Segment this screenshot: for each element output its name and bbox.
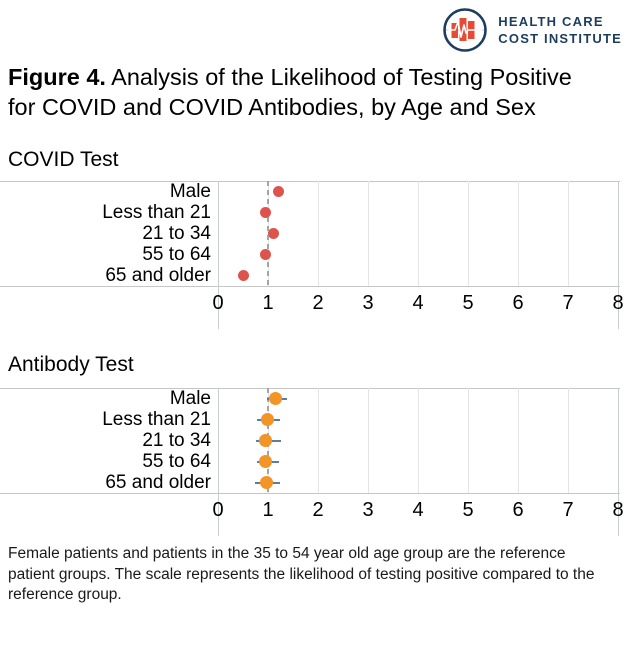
x-tick-label: 3 — [362, 292, 374, 314]
category-label: 21 to 34 — [142, 223, 211, 244]
x-axis-line — [0, 493, 620, 494]
x-tick-label: 5 — [462, 292, 474, 314]
category-label: 55 to 64 — [142, 451, 211, 472]
hcci-logo — [442, 7, 622, 53]
x-tick-label: 7 — [562, 292, 574, 314]
covid-test-dot-plot — [0, 181, 640, 331]
grid-line — [318, 181, 319, 286]
grid-line — [418, 388, 419, 493]
page-header — [0, 0, 640, 60]
footnote-text: Female patients and patients in the 35 to 54 year old age group are the reference patient groups. The scale represents the likelihood of testing positive compared to the reference group. — [8, 545, 595, 603]
grid-line — [518, 181, 519, 286]
category-label: 55 to 64 — [142, 244, 211, 265]
category-label: Male — [169, 388, 211, 409]
data-point-dot — [260, 249, 271, 260]
grid-line — [518, 388, 519, 493]
figure-title-text: Analysis of the Likelihood of Testing Positive for COVID and COVID Antibodies, by Age and Sex — [8, 64, 572, 120]
antibody-test-dot-plot — [0, 388, 640, 538]
data-point-dot — [261, 413, 274, 426]
grid-line — [568, 388, 569, 493]
figure-number-label: Figure 4. — [8, 64, 106, 90]
data-point-dot — [260, 207, 271, 218]
data-point-dot — [259, 455, 272, 468]
x-tick-label: 5 — [462, 499, 474, 521]
x-tick-label: 2 — [312, 499, 324, 521]
grid-line — [418, 181, 419, 286]
x-tick-label: 4 — [412, 499, 424, 521]
grid-line — [368, 181, 369, 286]
hcci-logo-line1: HEALTH CARE — [498, 14, 604, 29]
data-point-dot — [268, 228, 279, 239]
chart-title-antibody-test: Antibody Test — [8, 353, 134, 376]
x-tick-label: 2 — [312, 292, 324, 314]
data-point-dot — [259, 434, 272, 447]
x-axis-line — [0, 286, 620, 287]
category-label: Less than 21 — [102, 202, 211, 223]
x-tick-label: 4 — [412, 292, 424, 314]
category-label: 65 and older — [105, 472, 211, 493]
category-label: 21 to 34 — [142, 430, 211, 451]
x-tick-label: 7 — [562, 499, 574, 521]
x-tick-label: 0 — [212, 292, 224, 314]
hcci-logo-text — [498, 13, 622, 47]
x-tick-label: 1 — [262, 292, 274, 314]
data-point-dot — [238, 270, 249, 281]
data-point-dot — [269, 392, 282, 405]
hcci-logo-line2: COST INSTITUTE — [498, 31, 622, 46]
x-tick-label: 8 — [612, 292, 624, 314]
x-tick-label: 8 — [612, 499, 624, 521]
grid-line — [468, 181, 469, 286]
grid-line — [568, 181, 569, 286]
x-tick-label: 3 — [362, 499, 374, 521]
category-label: 65 and older — [105, 265, 211, 286]
x-tick-label: 1 — [262, 499, 274, 521]
category-label: Male — [169, 181, 211, 202]
chart-title-covid-test: COVID Test — [8, 148, 119, 171]
grid-line — [318, 388, 319, 493]
data-point-dot — [273, 186, 284, 197]
hcci-logo-mark-icon — [442, 7, 488, 53]
x-tick-label: 6 — [512, 292, 524, 314]
x-tick-label: 6 — [512, 499, 524, 521]
data-point-dot — [260, 476, 273, 489]
grid-line — [368, 388, 369, 493]
x-tick-label: 0 — [212, 499, 224, 521]
figure-title — [8, 62, 574, 122]
category-label: Less than 21 — [102, 409, 211, 430]
grid-line — [468, 388, 469, 493]
